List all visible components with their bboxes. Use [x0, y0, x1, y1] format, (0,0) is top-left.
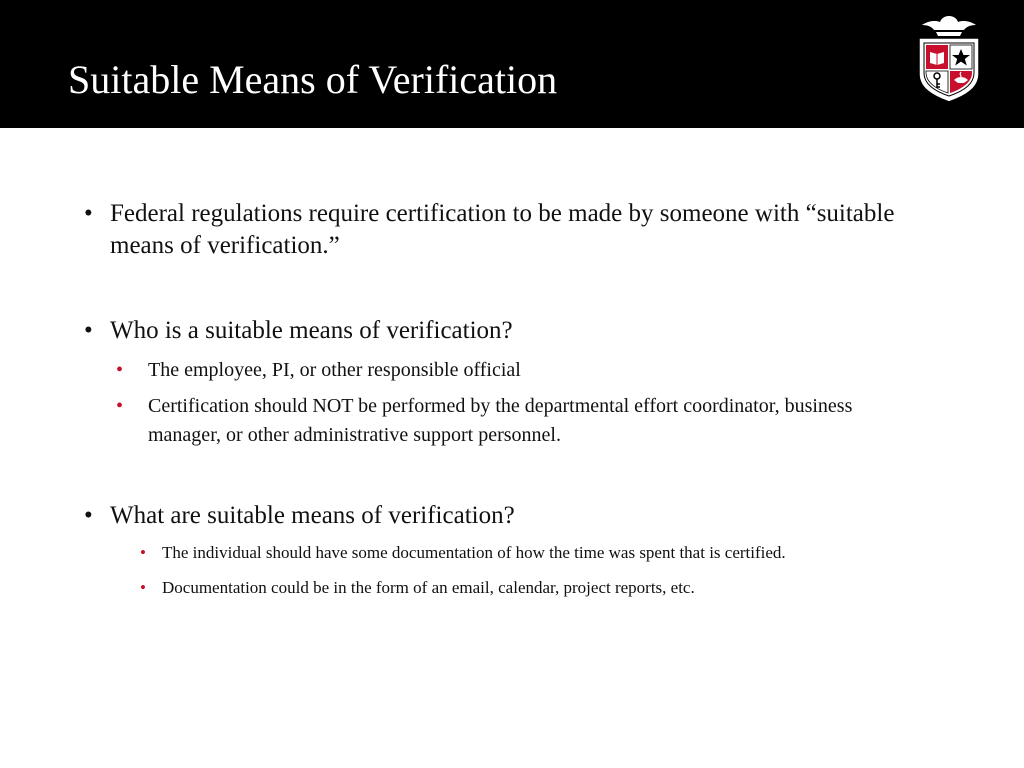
sub-bullet-marker: • — [116, 395, 124, 417]
sub-bullet-marker: • — [116, 359, 124, 381]
sub-bullet-text: The individual should have some documentation of how the time was spent that is certified. — [162, 543, 786, 562]
sub-bullet-text: Certification should NOT be performed by the departmental effort coordinator, business manager, or other administrative support personnel. — [148, 395, 853, 446]
sub-bullet-text: Documentation could be in the form of an email, calendar, project reports, etc. — [162, 578, 695, 597]
sub-bullet-text: The employee, PI, or other responsible official — [148, 359, 521, 381]
bullet-text: Federal regulations require certification to be made by someone with “suitable means of verification.” — [110, 200, 895, 259]
bullet-marker: • — [84, 502, 93, 529]
sub-bullet-marker: • — [140, 543, 146, 562]
slide-title: Suitable Means of Verification — [68, 57, 558, 102]
bullet-text: Who is a suitable means of verification? — [110, 317, 513, 344]
bullet-marker: • — [84, 200, 93, 227]
sub-bullet-marker: • — [140, 578, 146, 597]
bullet-text: What are suitable means of verification? — [110, 502, 515, 529]
bullet-marker: • — [84, 317, 93, 344]
